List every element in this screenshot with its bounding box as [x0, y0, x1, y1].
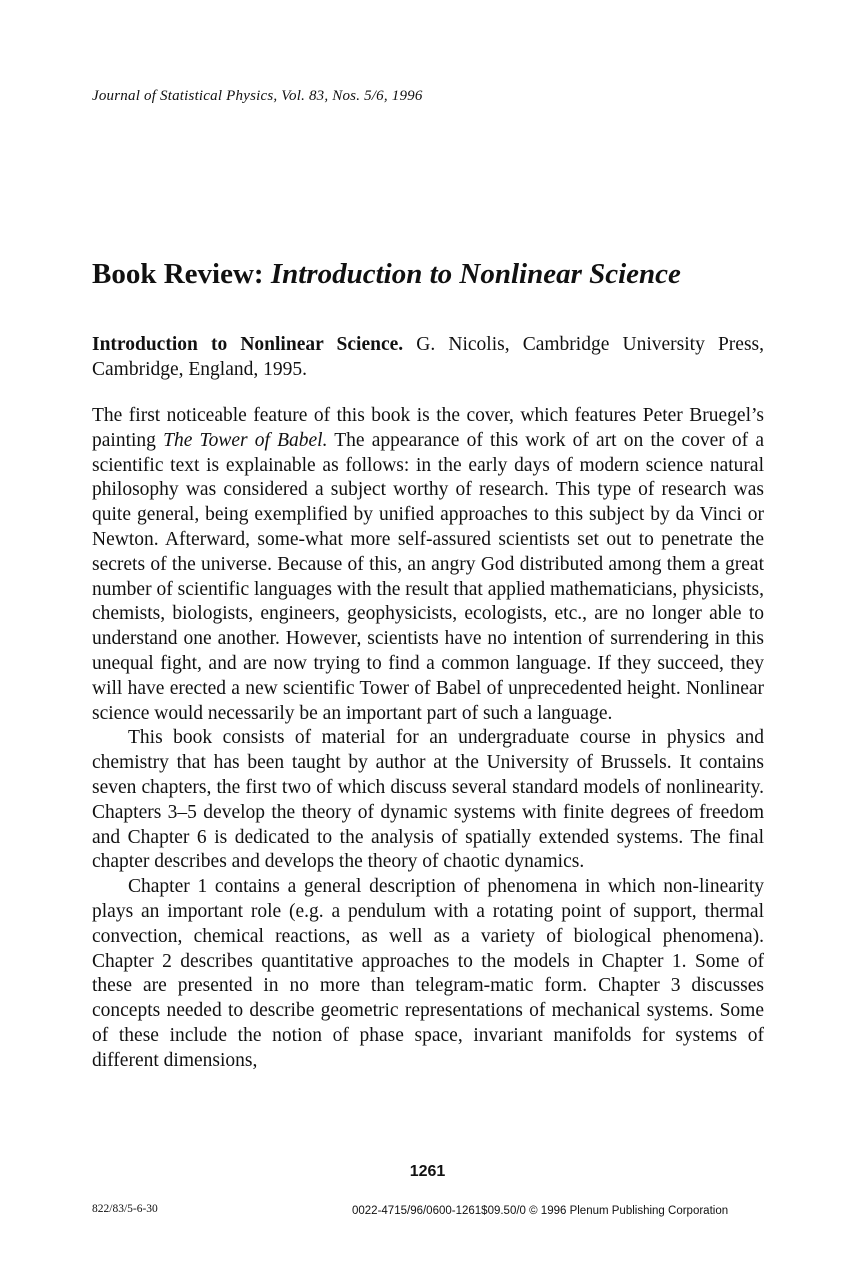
review-body — [92, 404, 764, 1074]
review-title — [92, 258, 792, 291]
paragraph-1-part1: The first noticeable feature of this book is the cover, which features Peter Bruegel’s painting — [92, 405, 764, 451]
paragraph-3: Chapter 1 contains a general description of phenomena in which non-linearity plays an important role (e.g. a pendulum with a rotating point of support, thermal convection, chemical reactions, as well as a variety of biological phenomena). Chapter 2 describes quantitative approaches to the models in Chapter 1. Some of these are presented in no more than telegram-matic form. Chapter 3 discusses concepts needed to describe geometric representations of mechanical systems. Some of these include the notion of phase space, invariant manifolds for systems of different dimensions, — [92, 876, 764, 1071]
paragraph-2: This book consists of material for an undergraduate course in physics and chemistry that has been taught by author at the University of Brussels. It contains seven chapters, the first two of which discuss several standard models of nonlinearity. Chapters 3–5 develop the theory of dynamic systems with finite degrees of freedom and Chapter 6 is dedicated to the analysis of spatially extended systems. The final chapter describes and develops the theory of chaotic dynamics. — [92, 727, 764, 873]
paragraph-1-part2: The appearance of this work of art on the cover of a scientific text is explainable as follows: in the early days of modern science natural philosophy was considered a subject worthy of research. This type of research was quite general, being exemplified by unified approaches to this subject by da Vinci or Newton. Afterward, some-what more self-assured scientists set out to penetrate the secrets of the universe. Because of this, an angry God distributed among them a great number of scientific languages with the result that applied mathematicians, physicists, chemists, biologists, engineers, geophysicists, ecologists, etc., are no longer able to understand one another. However, scientists have no intention of surrendering in this unequal fight, and are now trying to find a common language. If they succeed, they will have erected a new scientific Tower of Babel of unprecedented height. Nonlinear science would necessarily be an important part of such a language. — [92, 429, 764, 724]
review-title-book: Introduction to Nonlinear Science — [270, 258, 681, 290]
book-citation — [92, 332, 764, 382]
citation-details: G. Nicolis, Cambridge University Press, Cambridge, England, 1995. — [92, 334, 764, 380]
review-title-prefix: Book Review: — [92, 258, 271, 290]
journal-header: Journal of Statistical Physics, Vol. 83, Nos. 5/6, 1996 — [92, 88, 423, 104]
footer-manuscript-code: 822/83/5-6-30 — [92, 1203, 158, 1215]
citation-book-title: Introduction to Nonlinear Science. — [92, 334, 404, 355]
page-number: 1261 — [409, 1163, 446, 1180]
painting-title: The Tower of Babel. — [163, 429, 328, 451]
footer-copyright-code: 0022-4715/96/0600-1261$09.50/0 © 1996 Plenum Publishing Corporation — [352, 1205, 729, 1217]
paragraph-1 — [92, 404, 764, 726]
